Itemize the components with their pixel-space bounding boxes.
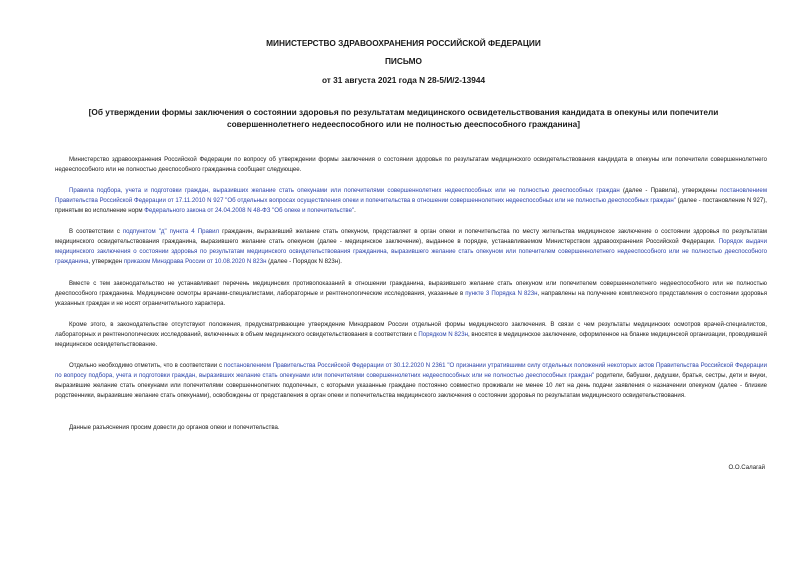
link-subpoint-d[interactable]: подпунктом "д" пункта 4 Правил: [122, 228, 220, 235]
text-span: В соответствии с: [69, 228, 123, 235]
paragraph-2: [55, 186, 767, 216]
link-order-823n-ref[interactable]: Порядком N 823н: [418, 331, 468, 338]
text-span: , вносятся в медицинское заключение, оформленное на бланке медицинской организации, проводившей медицинское освидетельствование.: [55, 331, 767, 348]
paragraph-7: Данные разъяснения просим довести до органов опеки и попечительства.: [69, 424, 280, 431]
link-resolution-2361[interactable]: постановлением Правительства Российской Федерации от 30.12.2020 N 2361 "О признании утратившими силу отдельных положений некоторых актов Правительства Российской Федерации по вопросу подбора, учета и подготовки граждан, выразивших желание стать опекунами или попечителями совершеннолетних недееспособных или не полностью дееспособных граждан": [55, 362, 767, 379]
text-span: Отдельно необходимо отметить, что в соответствии с: [69, 362, 224, 369]
paragraph-4: [55, 279, 767, 309]
text-span: , утвержден: [88, 258, 124, 265]
link-federal-law-48fz[interactable]: Федерального закона от 24.04.2008 N 48-ФЗ "Об опеке и попечительстве": [144, 207, 355, 214]
paragraph-1: Министерство здравоохранения Российской Федерации по вопросу об утверждении формы заключения о состоянии здоровья по результатам медицинского освидетельствования кандидата в опекуны или попечители совершеннолетнего недееспособного или не полностью дееспособного гражданина сообщает следующее.: [55, 156, 767, 173]
paragraph-6: [55, 361, 767, 401]
link-issuance-procedure[interactable]: Порядок выдачи медицинского заключения о состоянии здоровья по результатам медицинского освидетельствования гражданина, выразившего желание стать опекуном или попечителем совершеннолетнего недееспособного или не полностью дееспособного гражданина: [55, 238, 767, 265]
text-span: Вместе с тем законодательство не устанавливает перечень медицинских противопоказаний в отношении гражданина, выразившего желание стать опекуном или попечителем совершеннолетнего недееспособного или не полностью дееспособного гражданина. Медицинские осмотры врачами-специалистами, лабораторные и рентгенологические исследования, указанные в: [55, 280, 767, 297]
signature: О.О.Салагай: [728, 464, 765, 471]
paragraph-3: [55, 227, 767, 267]
document-type: ПИСЬМО: [384, 56, 423, 66]
document-subject: [Об утверждении формы заключения о состоянии здоровья по результатам медицинского освидетельствования кандидата в опекуны или попечители совершеннолетнего недееспособного или не полностью дееспособного гражданина]: [88, 107, 719, 129]
paragraph-5: [55, 320, 767, 350]
document-date-number: от 31 августа 2021 года N 28-5/И/2-13944: [321, 75, 486, 85]
text-span: (далее - Правила), утверждены: [619, 187, 721, 194]
link-point-3-order-823n[interactable]: пункте 3 Порядка N 823н: [465, 290, 538, 297]
text-span: , направлены на получение комплексного представления о состоянии здоровья указанных граждан и не носят ограничительного характера.: [55, 290, 767, 307]
ministry-title: МИНИСТЕРСТВО ЗДРАВООХРАНЕНИЯ РОССИЙСКОЙ ФЕДЕРАЦИИ: [266, 38, 541, 48]
text-span: родители, бабушки, дедушки, братья, сестры, дети и внуки, выразившие желание стать опекунами или попечителями совершеннолетних подопечных, с которыми указанные граждане постоянно совместно проживали не менее 10 лет на день подачи заявления о назначении опекуном (далее - близкие родственники, выразившие желание стать опекунами), освобождены от представления в орган опеки и попечительства медицинского заключения о состоянии здоровья по результатам медицинского освидетельствования.: [55, 372, 768, 399]
text-span: (далее - постановление N 927), принятым во исполнение норм: [55, 197, 767, 214]
link-resolution-927[interactable]: постановлением Правительства Российской Федерации от 17.11.2010 N 927 "Об отдельных вопросах осуществления опеки и попечительства в отношении совершеннолетних недееспособных или не полностью дееспособных граждан": [55, 187, 768, 204]
text-span: (далее - Порядок N 823н).: [266, 258, 342, 265]
text-span: Кроме этого, в законодательстве отсутствуют положения, предусматривающие утверждение Минздравом России отдельной формы медицинского заключения. В связи с чем результаты медицинских осмотров врачей-специалистов, лабораторных и рентгенологических исследований, включенных в объем медицинского освидетельствования в соответствии с: [55, 321, 767, 338]
text-span: .: [354, 207, 356, 214]
text-span: гражданин, выразивший желание стать опекуном, представляет в орган опеки и попечительства по месту жительства медицинское заключение о состоянии здоровья по результатам медицинского освидетельствования гражданина, выразившего желание стать опекуном (далее - медицинское заключение), выданное в порядке, устанавливаемом Министерством здравоохранения Российской Федерации.: [55, 228, 767, 245]
link-rules[interactable]: Правила подбора, учета и подготовки граждан, выразивших желание стать опекунами или попечителями совершеннолетних недееспособных или не полностью дееспособных граждан: [69, 187, 620, 194]
link-order-823n[interactable]: приказом Минздрава России от 10.08.2020 N 823н: [123, 258, 267, 265]
